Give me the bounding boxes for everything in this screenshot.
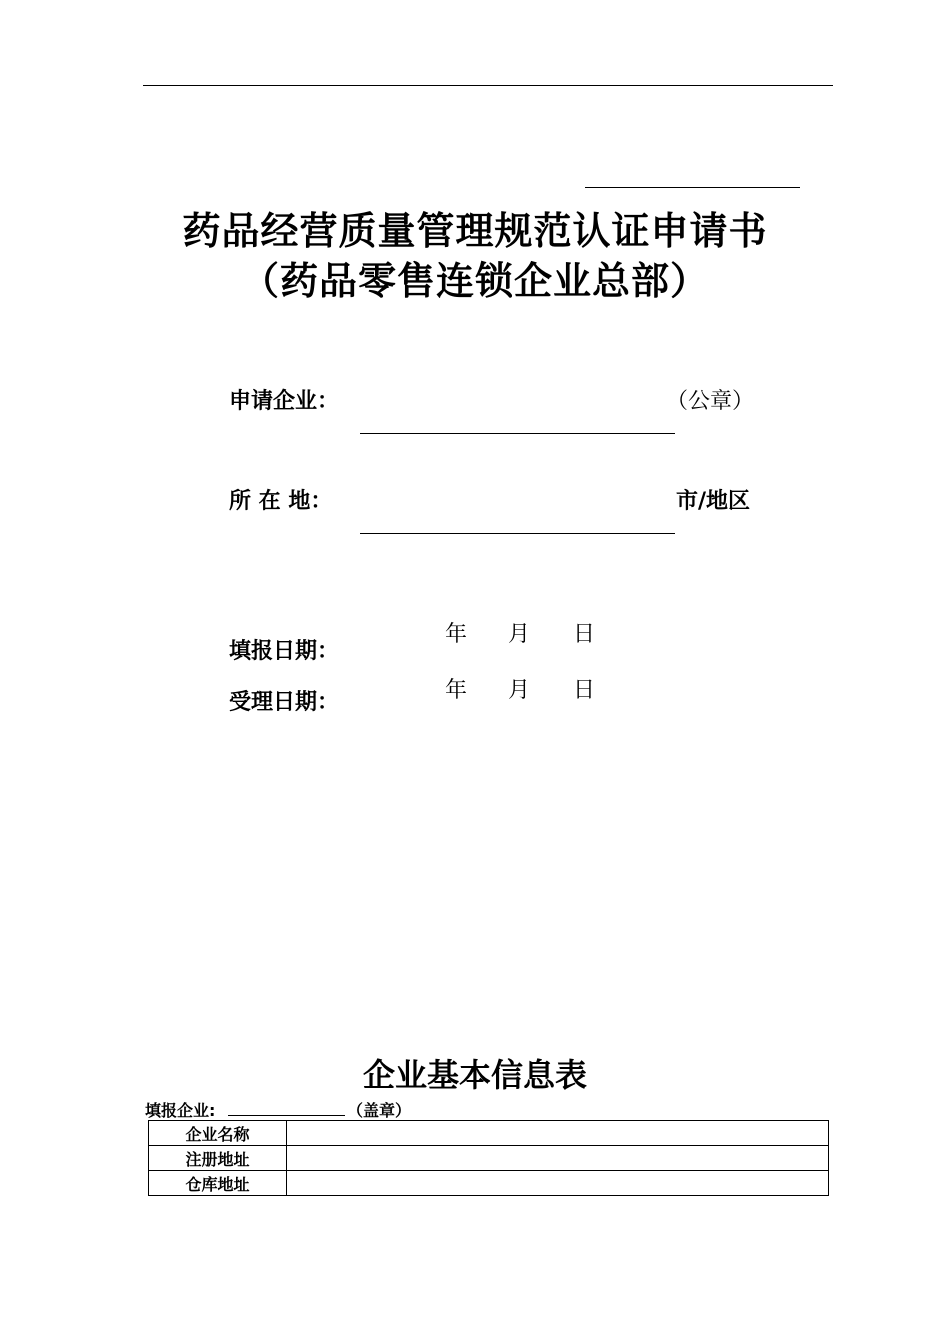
- row-label: 仓库地址: [149, 1171, 287, 1196]
- applicant-field[interactable]: [360, 433, 675, 434]
- fill-date-year: 年: [445, 622, 468, 647]
- location-field[interactable]: [360, 533, 675, 534]
- applicant-label: 申请企业：: [229, 389, 340, 414]
- fill-date-label: 填报日期：: [229, 639, 340, 664]
- header-rule: [143, 85, 833, 86]
- stamp-label: （盖章）: [347, 1101, 412, 1120]
- accept-date-month: 月: [508, 678, 531, 703]
- filler-label: 填报企业:: [145, 1101, 216, 1120]
- location-label: 所 在 地：: [229, 489, 333, 514]
- accept-date-label: 受理日期：: [229, 690, 340, 715]
- region-suffix: 市/地区: [676, 489, 751, 514]
- seal-label: （公章）: [666, 389, 755, 414]
- table-row: [149, 1171, 829, 1196]
- row-value[interactable]: [287, 1171, 829, 1196]
- row-label: 企业名称: [149, 1121, 287, 1146]
- fill-date-day: 日: [573, 622, 596, 647]
- info-table-title: 企业基本信息表: [362, 1056, 587, 1094]
- fill-date-month: 月: [508, 622, 531, 647]
- accept-date-year: 年: [445, 678, 468, 703]
- filler-field[interactable]: [228, 1115, 345, 1116]
- row-value[interactable]: [287, 1121, 829, 1146]
- accept-date-day: 日: [573, 678, 596, 703]
- document-title: 药品经营质量管理规范认证申请书: [182, 209, 768, 253]
- row-label: 注册地址: [149, 1146, 287, 1171]
- enterprise-info-table: [148, 1120, 829, 1196]
- document-subtitle: （药品零售连锁企业总部）: [240, 259, 709, 303]
- row-value[interactable]: [287, 1146, 829, 1171]
- document-number-blank[interactable]: [585, 187, 800, 188]
- table-row: [149, 1121, 829, 1146]
- table-row: [149, 1146, 829, 1171]
